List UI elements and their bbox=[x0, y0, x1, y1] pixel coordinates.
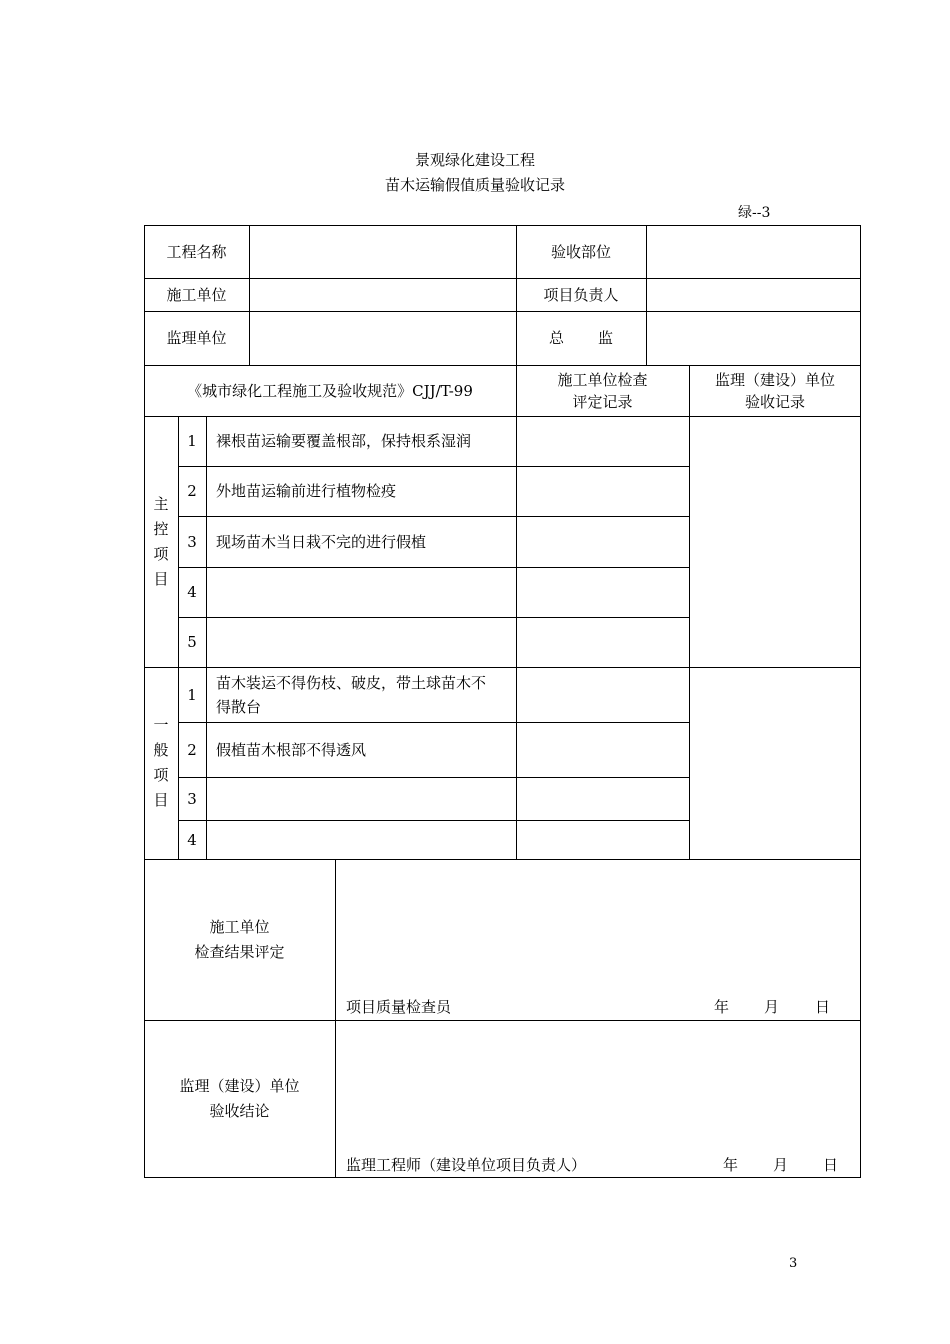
item-number: 2 bbox=[187, 740, 197, 759]
contractor-result-label bbox=[144, 859, 335, 1020]
contractor-check-cell[interactable] bbox=[517, 467, 689, 516]
item-number: 1 bbox=[187, 432, 197, 450]
label-line: 验收结论 bbox=[209, 1102, 270, 1120]
page-number: 3 bbox=[789, 1256, 798, 1271]
main-items-group-label bbox=[144, 416, 178, 667]
contractor-check-cell[interactable] bbox=[517, 618, 689, 667]
project-name-label: 工程名称 bbox=[166, 242, 227, 261]
supervisor-check-main-cell[interactable] bbox=[690, 417, 860, 667]
supervising-engineer-label: 监理工程师（建设单位项目负责人） bbox=[346, 1156, 587, 1174]
quality-inspector-label: 项目质量检查员 bbox=[346, 998, 452, 1016]
label-line: 检查结果评定 bbox=[194, 942, 285, 961]
item-text: 裸根苗运输要覆盖根部，保持根系湿润 bbox=[216, 432, 472, 450]
group-label-char: 目 bbox=[153, 791, 169, 809]
contractor-check-cell[interactable] bbox=[517, 517, 689, 567]
supervisor-result-label bbox=[144, 1020, 335, 1178]
date-year: 年 bbox=[723, 1156, 739, 1174]
group-label-char: 目 bbox=[153, 569, 169, 588]
supervision-unit-field[interactable] bbox=[250, 312, 516, 365]
contractor-check-cell[interactable] bbox=[517, 417, 689, 466]
item-number: 2 bbox=[187, 482, 197, 500]
header-line: 监理（建设）单位 bbox=[714, 370, 835, 389]
item-text bbox=[206, 567, 516, 617]
project-manager-label: 项目负责人 bbox=[543, 285, 619, 304]
header-line: 验收记录 bbox=[744, 392, 805, 411]
date-month: 月 bbox=[773, 1156, 789, 1174]
item-number: 4 bbox=[187, 830, 197, 849]
form-number: 绿--3 bbox=[738, 205, 771, 221]
construction-unit-label: 施工单位 bbox=[166, 285, 227, 304]
date-year: 年 bbox=[714, 998, 730, 1016]
date-month: 月 bbox=[764, 998, 780, 1016]
chief-supervisor-label-part: 总 bbox=[548, 329, 564, 347]
project-manager-field[interactable] bbox=[647, 279, 860, 311]
group-label-char: 控 bbox=[153, 519, 169, 538]
item-number: 1 bbox=[187, 685, 197, 704]
contractor-check-cell[interactable] bbox=[517, 723, 689, 777]
contractor-result-field[interactable] bbox=[336, 860, 860, 990]
item-number: 3 bbox=[187, 532, 197, 551]
item-text: 现场苗木当日栽不完的进行假植 bbox=[216, 532, 427, 551]
group-label-char: 一 bbox=[153, 716, 169, 734]
item-text: 假植苗木根部不得透风 bbox=[216, 740, 367, 759]
item-text bbox=[206, 667, 516, 722]
document-subtitle: 苗木运输假值质量验收记录 bbox=[384, 176, 565, 194]
construction-unit-field[interactable] bbox=[250, 279, 516, 311]
project-name-field[interactable] bbox=[250, 226, 516, 278]
date-day: 日 bbox=[815, 998, 831, 1016]
item-text-line: 苗木装运不得伤枝、破皮，带土球苗木不 bbox=[216, 673, 487, 692]
contractor-check-cell[interactable] bbox=[517, 778, 689, 820]
group-label-char: 项 bbox=[153, 544, 169, 563]
general-items-group-label bbox=[144, 667, 178, 859]
group-label-char: 项 bbox=[153, 766, 169, 784]
contractor-check-cell[interactable] bbox=[517, 668, 689, 722]
date-day: 日 bbox=[823, 1156, 839, 1174]
chief-supervisor-label bbox=[516, 311, 646, 365]
acceptance-part-label: 验收部位 bbox=[550, 242, 611, 261]
standard-reference: 《城市绿化工程施工及验收规范》CJJ/T-99 bbox=[187, 381, 473, 400]
item-text: 外地苗运输前进行植物检疫 bbox=[216, 482, 397, 500]
contractor-check-header bbox=[516, 365, 689, 416]
supervision-unit-label: 监理单位 bbox=[166, 329, 227, 347]
group-label-char: 般 bbox=[153, 741, 169, 759]
contractor-check-cell[interactable] bbox=[517, 821, 689, 859]
label-line: 监理（建设）单位 bbox=[179, 1077, 300, 1095]
item-number: 5 bbox=[187, 633, 197, 651]
supervisor-check-header bbox=[689, 365, 861, 416]
item-number: 4 bbox=[187, 583, 197, 601]
contractor-check-cell[interactable] bbox=[517, 568, 689, 617]
header-line: 施工单位检查 bbox=[557, 370, 648, 389]
item-text bbox=[206, 820, 516, 859]
supervisor-check-general-cell[interactable] bbox=[690, 668, 860, 859]
acceptance-part-field[interactable] bbox=[647, 226, 860, 278]
header-line: 评定记录 bbox=[572, 392, 633, 411]
item-text bbox=[206, 777, 516, 820]
item-text bbox=[206, 617, 516, 667]
chief-supervisor-label-part: 监 bbox=[598, 329, 614, 347]
document-title: 景观绿化建设工程 bbox=[414, 151, 535, 169]
item-text-line: 得散台 bbox=[216, 697, 262, 716]
item-number: 3 bbox=[187, 789, 197, 808]
chief-supervisor-field[interactable] bbox=[647, 312, 860, 365]
supervisor-result-field[interactable] bbox=[336, 1021, 860, 1149]
label-line: 施工单位 bbox=[209, 917, 270, 936]
group-label-char: 主 bbox=[153, 494, 169, 513]
